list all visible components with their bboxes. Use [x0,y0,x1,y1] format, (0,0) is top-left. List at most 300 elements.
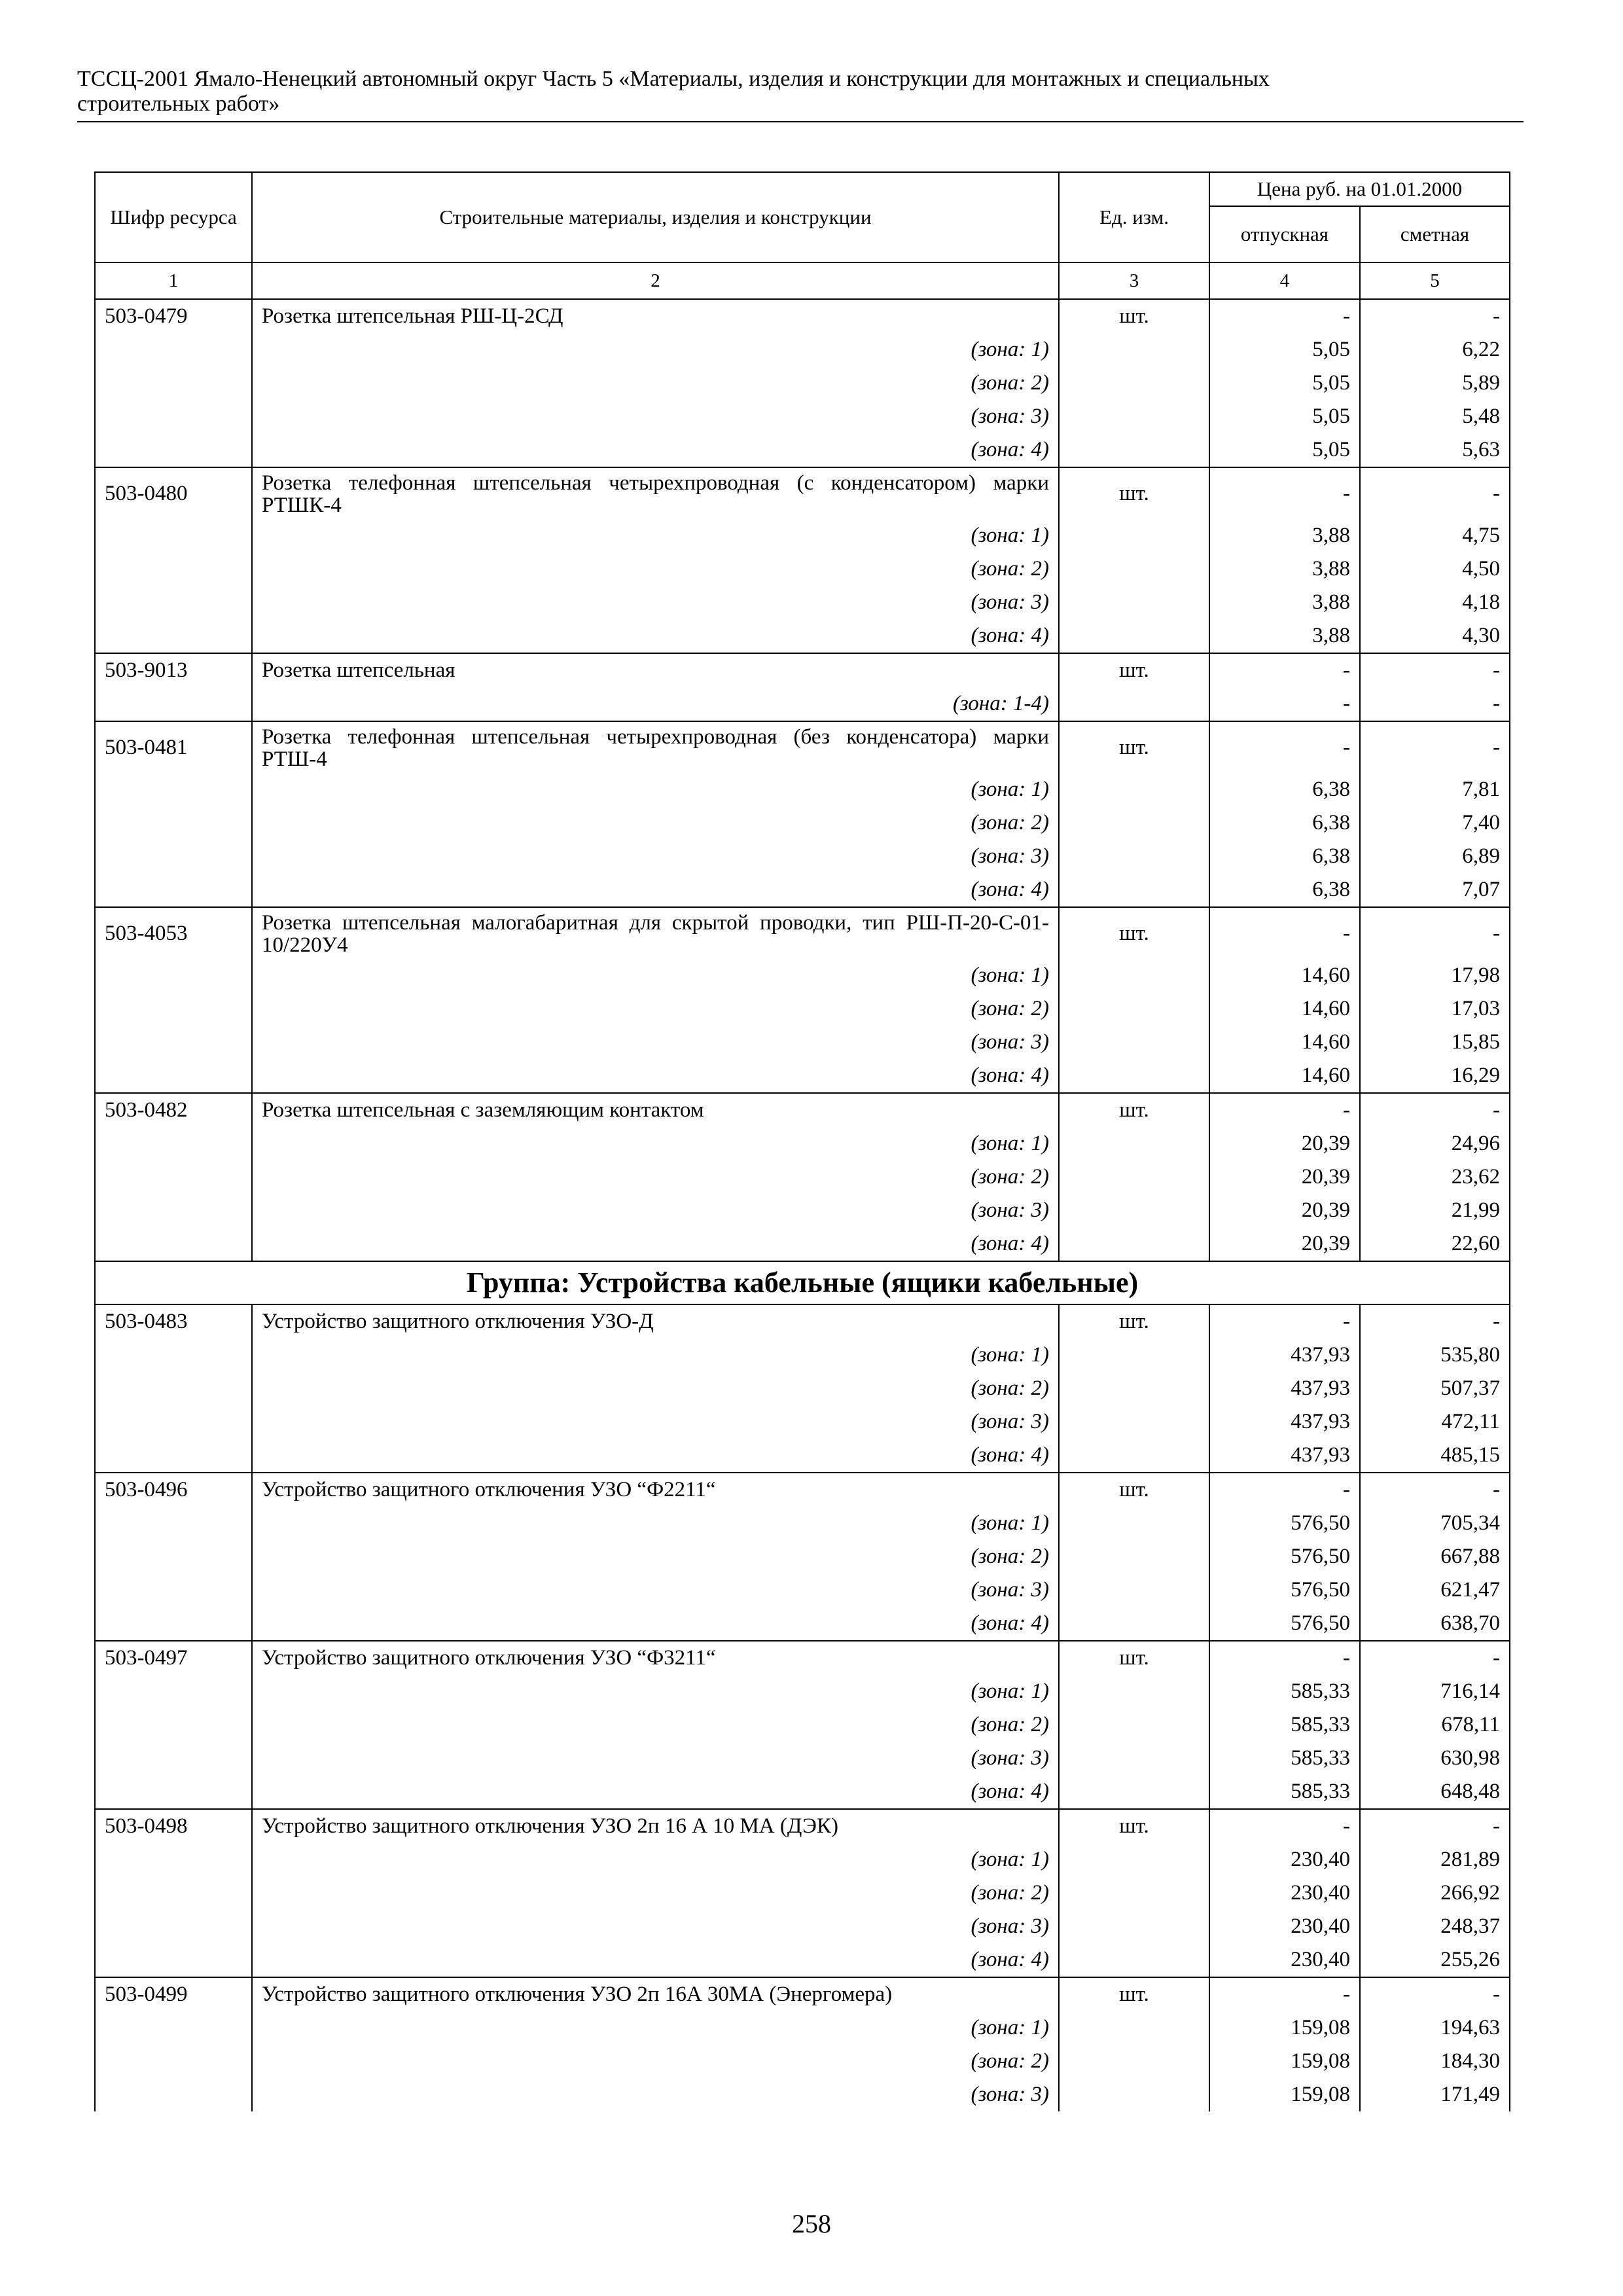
table-row [95,367,1510,400]
table-row [95,1641,1510,1675]
zone-label: (зона: 1) [252,1675,1059,1708]
table-row [95,1943,1510,1977]
estimate-price: 171,49 [1360,2078,1510,2111]
resource-code-empty [95,1507,252,1540]
resource-code: 503-4053 [95,907,252,959]
release-price: 5,05 [1209,367,1360,400]
release-price: 5,05 [1209,400,1360,433]
table-row [95,1675,1510,1708]
release-price: 437,93 [1209,1338,1360,1372]
table-row [95,2011,1510,2045]
table-row [95,619,1510,653]
release-price: 6,38 [1209,806,1360,840]
release-price: 159,08 [1209,2045,1360,2078]
table-row [95,1439,1510,1473]
table-row [95,1194,1510,1227]
col-number-5: 5 [1360,262,1510,299]
zone-label: (зона: 1) [252,959,1059,992]
estimate-price: 4,50 [1360,552,1510,586]
zone-label: (зона: 3) [252,1026,1059,1059]
unit-of-measure-empty [1059,1507,1209,1540]
release-price: 437,93 [1209,1372,1360,1405]
table-row [95,1372,1510,1405]
table-row [95,1059,1510,1093]
zone-label: (зона: 4) [252,1227,1059,1261]
table-row [95,1775,1510,1809]
resource-code-empty [95,519,252,552]
unit-of-measure-empty [1059,552,1209,586]
resource-code-empty [95,1194,252,1227]
unit-of-measure-empty [1059,1026,1209,1059]
zone-label: (зона: 3) [252,1405,1059,1439]
release-price: 3,88 [1209,552,1360,586]
unit-of-measure-empty [1059,1160,1209,1194]
estimate-price: 535,80 [1360,1338,1510,1372]
zone-label: (зона: 2) [252,1708,1059,1742]
resource-code-empty [95,1708,252,1742]
unit-of-measure-empty [1059,333,1209,367]
release-price: 576,50 [1209,1607,1360,1641]
zone-label: (зона: 3) [252,1573,1059,1607]
resource-name: Устройство защитного отключения УЗО 2п 16А 30МА (Энергомера) [252,1977,1059,2011]
estimate-price: 184,30 [1360,2045,1510,2078]
estimate-price: 24,96 [1360,1127,1510,1160]
col-header-estimate-price: сметная [1360,206,1510,262]
table-row [95,333,1510,367]
release-price: - [1209,467,1360,519]
estimate-price: 507,37 [1360,1372,1510,1405]
estimate-price: - [1360,299,1510,333]
resource-code-empty [95,1338,252,1372]
zone-label: (зона: 3) [252,1910,1059,1943]
resource-entry [95,1809,1510,1977]
unit-of-measure-empty [1059,1876,1209,1910]
unit-of-measure: шт. [1059,1093,1209,1127]
resource-code: 503-0480 [95,467,252,519]
estimate-price: 621,47 [1360,1573,1510,1607]
table-row [95,1338,1510,1372]
release-price: 585,33 [1209,1775,1360,1809]
release-price: - [1209,1473,1360,1507]
zone-label: (зона: 4) [252,1775,1059,1809]
zone-label: (зона: 1) [252,2011,1059,2045]
zone-label: (зона: 4) [252,1607,1059,1641]
table-row [95,1910,1510,1943]
estimate-price: 472,11 [1360,1405,1510,1439]
estimate-price: 15,85 [1360,1026,1510,1059]
unit-of-measure-empty [1059,1127,1209,1160]
unit-of-measure: шт. [1059,1304,1209,1338]
estimate-price: 4,30 [1360,619,1510,653]
unit-of-measure-empty [1059,687,1209,721]
resource-code-empty [95,1910,252,1943]
resource-name: Розетка штепсельная малогабаритная для скрытой проводки, тип РШ-П-20-С-01-10/220У4 [252,907,1059,959]
table-row [95,400,1510,433]
resource-name: Розетка штепсельная с заземляющим контактом [252,1093,1059,1127]
estimate-price: - [1360,907,1510,959]
table-row [95,519,1510,552]
estimate-price: 630,98 [1360,1742,1510,1775]
resource-code-empty [95,1372,252,1405]
zone-label: (зона: 1) [252,1507,1059,1540]
resource-code-empty [95,619,252,653]
zone-label: (зона: 4) [252,1059,1059,1093]
table-row [95,1227,1510,1261]
zone-label: (зона: 1-4) [252,687,1059,721]
release-price: 585,33 [1209,1742,1360,1775]
unit-of-measure-empty [1059,840,1209,873]
resource-code-empty [95,1843,252,1876]
resource-code-empty [95,1405,252,1439]
unit-of-measure-empty [1059,433,1209,467]
release-price: 230,40 [1209,1843,1360,1876]
table-row [95,907,1510,959]
zone-label: (зона: 3) [252,400,1059,433]
unit-of-measure-empty [1059,1194,1209,1227]
unit-of-measure-empty [1059,959,1209,992]
unit-of-measure-empty [1059,1227,1209,1261]
release-price: - [1209,721,1360,773]
estimate-price: 485,15 [1360,1439,1510,1473]
estimate-price: 705,34 [1360,1507,1510,1540]
release-price: 159,08 [1209,2011,1360,2045]
resource-code-empty [95,1876,252,1910]
resource-code-empty [95,400,252,433]
unit-of-measure: шт. [1059,1977,1209,2011]
table-row [95,873,1510,907]
unit-of-measure-empty [1059,1943,1209,1977]
table-row [95,1160,1510,1194]
resource-code: 503-0481 [95,721,252,773]
resource-code-empty [95,1227,252,1261]
unit-of-measure-empty [1059,773,1209,806]
resource-code: 503-0479 [95,299,252,333]
zone-label: (зона: 4) [252,433,1059,467]
release-price: 14,60 [1209,959,1360,992]
zone-label: (зона: 2) [252,1160,1059,1194]
estimate-price: 4,18 [1360,586,1510,619]
table-row [95,1977,1510,2011]
table-row [95,1843,1510,1876]
page-number: 258 [792,2209,831,2238]
table-row [95,433,1510,467]
table-row [95,1876,1510,1910]
col-number-3: 3 [1059,262,1209,299]
resource-name: Устройство защитного отключения УЗО “Ф2211“ [252,1473,1059,1507]
estimate-price: 17,03 [1360,992,1510,1026]
resource-code: 503-0483 [95,1304,252,1338]
release-price: 6,38 [1209,873,1360,907]
table-row [95,959,1510,992]
estimate-price: 638,70 [1360,1607,1510,1641]
release-price: 437,93 [1209,1439,1360,1473]
resource-code-empty [95,1540,252,1573]
resource-entry [95,653,1510,721]
unit-of-measure-empty [1059,1708,1209,1742]
zone-label: (зона: 1) [252,773,1059,806]
header-rule [77,121,1524,122]
table-row [95,586,1510,619]
release-price: 6,38 [1209,840,1360,873]
table-row [95,806,1510,840]
estimate-price: 7,40 [1360,806,1510,840]
unit-of-measure: шт. [1059,907,1209,959]
release-price: 230,40 [1209,1876,1360,1910]
estimate-price: 22,60 [1360,1227,1510,1261]
release-price: 159,08 [1209,2078,1360,2111]
zone-label: (зона: 3) [252,840,1059,873]
table-row [95,773,1510,806]
resource-code-empty [95,873,252,907]
table-row [95,299,1510,333]
estimate-price: 17,98 [1360,959,1510,992]
resource-code-empty [95,992,252,1026]
resource-code: 503-0497 [95,1641,252,1675]
estimate-price: 5,48 [1360,400,1510,433]
estimate-price: 5,89 [1360,367,1510,400]
col-header-price: Цена руб. на 01.01.2000 [1209,172,1510,206]
release-price: 3,88 [1209,586,1360,619]
resource-entry [95,721,1510,907]
resource-code-empty [95,1439,252,1473]
zone-label: (зона: 1) [252,1843,1059,1876]
estimate-price: 648,48 [1360,1775,1510,1809]
resource-code-empty [95,433,252,467]
resource-code-empty [95,687,252,721]
resource-code-empty [95,2045,252,2078]
column-number-row [95,262,1510,299]
estimate-price: 21,99 [1360,1194,1510,1227]
estimate-price: - [1360,721,1510,773]
resource-code-empty [95,959,252,992]
table-row [95,1405,1510,1439]
unit-of-measure-empty [1059,1338,1209,1372]
col-number-4: 4 [1209,262,1360,299]
table-row [95,1708,1510,1742]
release-price: 230,40 [1209,1943,1360,1977]
release-price: - [1209,1977,1360,2011]
resource-code-empty [95,1943,252,1977]
estimate-price: - [1360,1093,1510,1127]
unit-of-measure-empty [1059,1775,1209,1809]
release-price: 437,93 [1209,1405,1360,1439]
resource-name: Розетка штепсельная [252,653,1059,687]
zone-label: (зона: 4) [252,1943,1059,1977]
table-header [95,172,1510,299]
table-row [95,1809,1510,1843]
release-price: 6,38 [1209,773,1360,806]
estimate-price: 7,07 [1360,873,1510,907]
table-row [95,992,1510,1026]
resource-code-empty [95,2011,252,2045]
group-heading-row [95,1261,1510,1304]
header-line-1: ТССЦ-2001 Ямало-Ненецкий автономный округ Часть 5 «Материалы, изделия и конструкции для монтажных и специальных [77,67,1270,91]
unit-of-measure-empty [1059,367,1209,400]
release-price: 5,05 [1209,433,1360,467]
resource-entry [95,1977,1510,2111]
unit-of-measure-empty [1059,619,1209,653]
resource-entry [95,1304,1510,1473]
resource-code-empty [95,2078,252,2111]
release-price: 14,60 [1209,1059,1360,1093]
estimate-price: 266,92 [1360,1876,1510,1910]
table-row [95,840,1510,873]
release-price: - [1209,653,1360,687]
zone-label: (зона: 2) [252,2045,1059,2078]
estimate-price: - [1360,1304,1510,1338]
table-row [95,1304,1510,1338]
release-price: - [1209,1304,1360,1338]
page-header [77,67,1524,117]
estimate-price: 255,26 [1360,1943,1510,1977]
release-price: 20,39 [1209,1227,1360,1261]
zone-label: (зона: 1) [252,519,1059,552]
group-section [95,1261,1510,1304]
unit-of-measure-empty [1059,1439,1209,1473]
estimate-price: 281,89 [1360,1843,1510,1876]
resource-code: 503-9013 [95,653,252,687]
unit-of-measure: шт. [1059,1641,1209,1675]
table-row [95,2078,1510,2111]
resource-entry [95,1093,1510,1261]
zone-label: (зона: 2) [252,1876,1059,1910]
release-price: 20,39 [1209,1160,1360,1194]
release-price: 576,50 [1209,1573,1360,1607]
estimate-price: - [1360,1473,1510,1507]
unit-of-measure-empty [1059,806,1209,840]
col-number-1: 1 [95,262,252,299]
estimate-price: 5,63 [1360,433,1510,467]
unit-of-measure-empty [1059,1372,1209,1405]
zone-label: (зона: 1) [252,1127,1059,1160]
resource-name: Устройство защитного отключения УЗО-Д [252,1304,1059,1338]
release-price: 20,39 [1209,1127,1360,1160]
estimate-price: - [1360,1809,1510,1843]
resource-name: Розетка телефонная штепсельная четырехпроводная (с конденсатором) марки РТШК-4 [252,467,1059,519]
col-header-name: Строительные материалы, изделия и конструкции [252,172,1059,262]
estimate-price: - [1360,687,1510,721]
table-row [95,687,1510,721]
zone-label: (зона: 2) [252,552,1059,586]
release-price: 576,50 [1209,1540,1360,1573]
group-heading: Группа: Устройства кабельные (ящики кабельные) [95,1261,1510,1304]
release-price: 3,88 [1209,619,1360,653]
resource-code-empty [95,586,252,619]
estimate-price: - [1360,1641,1510,1675]
estimate-price: 7,81 [1360,773,1510,806]
zone-label: (зона: 2) [252,992,1059,1026]
zone-label: (зона: 3) [252,2078,1059,2111]
release-price: 230,40 [1209,1910,1360,1943]
unit-of-measure: шт. [1059,653,1209,687]
resource-code: 503-0496 [95,1473,252,1507]
unit-of-measure-empty [1059,1742,1209,1775]
resource-code-empty [95,1675,252,1708]
resource-code-empty [95,1573,252,1607]
resource-code-empty [95,806,252,840]
resource-entry [95,907,1510,1093]
zone-label: (зона: 3) [252,1194,1059,1227]
release-price: 5,05 [1209,333,1360,367]
unit-of-measure-empty [1059,1607,1209,1641]
table-row [95,1742,1510,1775]
unit-of-measure-empty [1059,992,1209,1026]
estimate-price: - [1360,1977,1510,2011]
unit-of-measure: шт. [1059,1809,1209,1843]
table-row [95,2045,1510,2078]
resource-code-empty [95,1160,252,1194]
table-row [95,1607,1510,1641]
estimate-price: 248,37 [1360,1910,1510,1943]
table-row [95,1026,1510,1059]
unit-of-measure-empty [1059,586,1209,619]
resource-code-empty [95,1127,252,1160]
resource-code-empty [95,367,252,400]
price-table [94,171,1510,2111]
release-price: 14,60 [1209,992,1360,1026]
release-price: - [1209,907,1360,959]
estimate-price: 23,62 [1360,1160,1510,1194]
zone-label: (зона: 1) [252,333,1059,367]
estimate-price: 6,22 [1360,333,1510,367]
estimate-price: 194,63 [1360,2011,1510,2045]
release-price: 585,33 [1209,1675,1360,1708]
unit-of-measure-empty [1059,1675,1209,1708]
release-price: - [1209,1641,1360,1675]
unit-of-measure-empty [1059,1910,1209,1943]
resource-code: 503-0498 [95,1809,252,1843]
col-number-2: 2 [252,262,1059,299]
zone-label: (зона: 4) [252,619,1059,653]
release-price: 14,60 [1209,1026,1360,1059]
estimate-price: 667,88 [1360,1540,1510,1573]
zone-label: (зона: 1) [252,1338,1059,1372]
table-row [95,1507,1510,1540]
zone-label: (зона: 3) [252,1742,1059,1775]
header-line-2: строительных работ» [77,92,280,116]
zone-label: (зона: 4) [252,873,1059,907]
estimate-price: 716,14 [1360,1675,1510,1708]
unit-of-measure-empty [1059,873,1209,907]
resource-name: Розетка штепсельная РШ-Ц-2СД [252,299,1059,333]
resource-entry [95,1473,1510,1641]
table-row [95,1540,1510,1573]
estimate-price: 4,75 [1360,519,1510,552]
resource-code-empty [95,773,252,806]
unit-of-measure-empty [1059,2078,1209,2111]
unit-of-measure: шт. [1059,467,1209,519]
release-price: 585,33 [1209,1708,1360,1742]
zone-label: (зона: 2) [252,806,1059,840]
resource-code-empty [95,1775,252,1809]
resource-code-empty [95,1607,252,1641]
unit-of-measure-empty [1059,2045,1209,2078]
release-price: 576,50 [1209,1507,1360,1540]
table-row [95,653,1510,687]
release-price: - [1209,1093,1360,1127]
release-price: - [1209,687,1360,721]
unit-of-measure-empty [1059,1059,1209,1093]
unit-of-measure-empty [1059,2011,1209,2045]
table-row [95,721,1510,773]
table-row [95,1573,1510,1607]
zone-label: (зона: 3) [252,586,1059,619]
unit-of-measure-empty [1059,1573,1209,1607]
unit-of-measure: шт. [1059,1473,1209,1507]
unit-of-measure-empty [1059,519,1209,552]
resource-code-empty [95,840,252,873]
resource-code: 503-0482 [95,1093,252,1127]
